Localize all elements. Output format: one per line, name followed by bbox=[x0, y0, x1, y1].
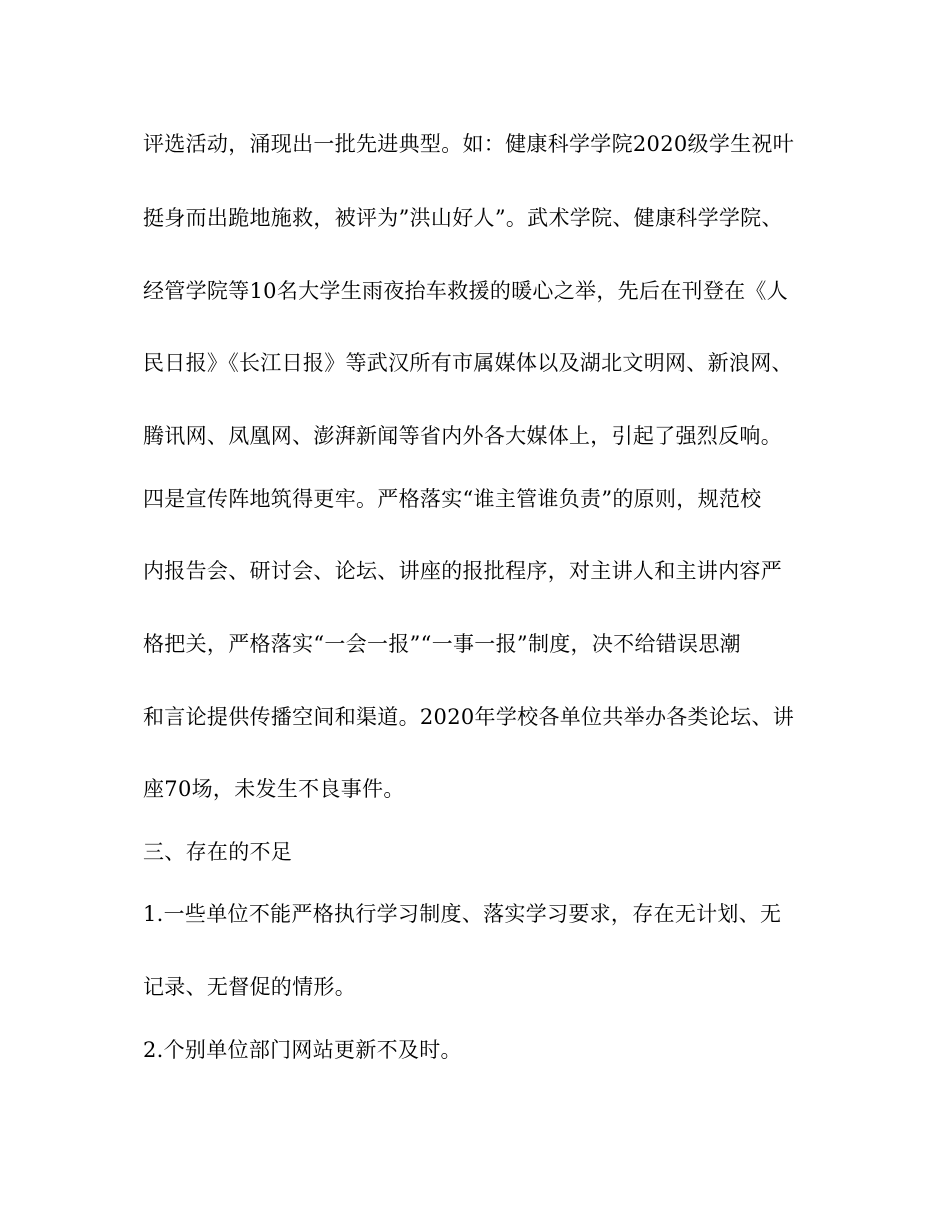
paragraph-line-2: 挺身而出跪地施救，被评为”洪山好人”。武术学院、健康科学学院、 bbox=[143, 206, 783, 230]
section-heading: 三、存在的不足 bbox=[143, 840, 293, 864]
paragraph-line-10: 座70场，未发生不良事件。 bbox=[143, 777, 405, 801]
paragraph-line-1: 评选活动，涌现出一批先进典型。如：健康科学学院2020级学生祝叶 bbox=[143, 132, 795, 156]
list-item-1-line-1: 1.一些单位不能严格执行学习制度、落实学习要求，存在无计划、无 bbox=[143, 902, 782, 926]
list-item-1-line-2: 记录、无督促的情形。 bbox=[143, 975, 356, 999]
paragraph-line-8: 格把关，严格落实“一会一报”“一事一报”制度，决不给错误思潮 bbox=[143, 632, 741, 656]
paragraph-line-9: 和言论提供传播空间和渠道。2020年学校各单位共举办各类论坛、讲 bbox=[143, 705, 795, 729]
paragraph-line-7: 内报告会、研讨会、论坛、讲座的报批程序，对主讲人和主讲内容严 bbox=[143, 559, 782, 583]
paragraph-line-6: 四是宣传阵地筑得更牢。严格落实“谁主管谁负责”的原则，规范校 bbox=[143, 487, 762, 511]
paragraph-line-4: 民日报》《长江日报》等武汉所有市属媒体以及湖北文明网、新浪网、 bbox=[143, 351, 793, 375]
paragraph-line-5: 腾讯网、凤凰网、澎湃新闻等省内外各大媒体上，引起了强烈反响。 bbox=[143, 424, 782, 448]
list-item-2: 2.个别单位部门网站更新不及时。 bbox=[143, 1038, 462, 1062]
paragraph-line-3: 经管学院等10名大学生雨夜抬车救援的暖心之举，先后在刊登在《人 bbox=[143, 279, 789, 303]
